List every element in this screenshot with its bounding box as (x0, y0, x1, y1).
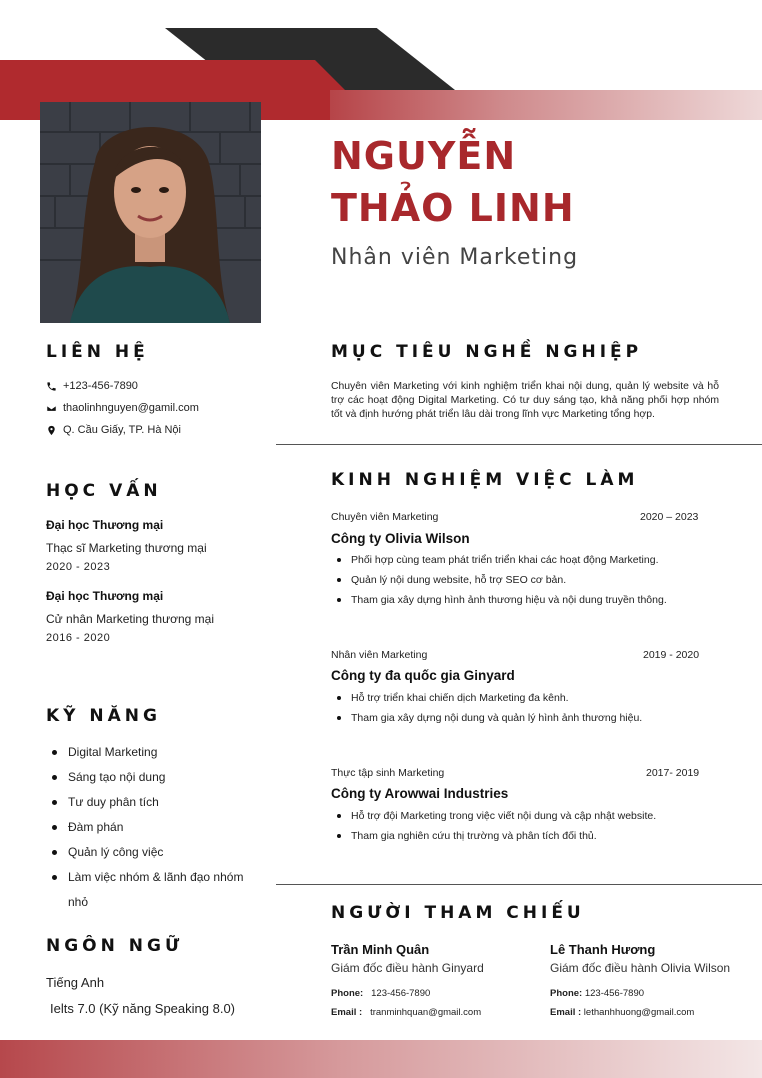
list-item: Đàm phán (46, 815, 246, 840)
experience-company-2: Công ty đa quốc gia Ginyard (331, 668, 515, 683)
portrait-illustration (40, 102, 261, 323)
experience-years-1: 2020 – 2023 (640, 511, 699, 523)
candidate-name (331, 130, 741, 234)
reference-email-label: Email : (550, 1007, 582, 1018)
education-years-2: 2016 - 2020 (46, 632, 111, 644)
location-pin-icon (46, 425, 57, 436)
address-text: Q. Cầu Giấy, TP. Hà Nội (63, 424, 181, 436)
list-item: Tham gia xây dựng nội dung và quản lý hình ảnh thương hiệu. (331, 708, 731, 728)
experience-bullets-3 (331, 806, 731, 846)
skills-list (46, 740, 246, 915)
reference-email-2 (550, 1007, 694, 1018)
experience-company-1: Công ty Olivia Wilson (331, 531, 470, 546)
phone-icon (46, 381, 57, 392)
reference-phone-label: Phone: (550, 988, 583, 999)
experience-company-3: Công ty Arowwai Industries (331, 786, 509, 801)
education-school-2: Đại học Thương mại (46, 589, 164, 603)
objective-section-title: MỤC TIÊU NGHỀ NGHIỆP (331, 342, 643, 362)
reference-email-label: Email : (331, 1007, 363, 1018)
experience-years-2: 2019 - 2020 (643, 649, 700, 661)
reference-name-1: Trần Minh Quân (331, 942, 430, 957)
list-item: Phối hợp cùng team phát triển triển khai các hoạt động Marketing. (331, 550, 731, 570)
divider (276, 884, 762, 885)
reference-name-2: Lê Thanh Hương (550, 942, 656, 957)
education-degree-2: Cử nhân Marketing thương mại (46, 612, 215, 626)
reference-phone-label: Phone: (331, 988, 364, 999)
list-item: Quản lý công việc (46, 840, 246, 865)
list-item: Digital Marketing (46, 740, 246, 765)
education-degree-1: Thạc sĩ Marketing thương mại (46, 541, 207, 555)
language-score: Ielts 7.0 (Kỹ năng Speaking 8.0) (50, 1001, 236, 1016)
reference-phone-value: 123-456-7890 (584, 988, 645, 999)
job-title: Nhân viên Marketing (331, 245, 579, 270)
phone-text: +123-456-7890 (63, 380, 138, 392)
footer-gradient-bar (0, 1040, 762, 1078)
list-item: Tham gia nghiên cứu thị trường và phân tích đối thủ. (331, 826, 731, 846)
education-section-title: HỌC VẤN (46, 481, 162, 501)
experience-role-3: Thực tập sinh Marketing (331, 767, 445, 779)
name-line-1: NGUYỄN (331, 134, 517, 178)
contact-phone (46, 380, 138, 392)
objective-text: Chuyên viên Marketing với kinh nghiệm triển khai nội dung, quản lý website và hỗ trợ các hoạt động Digital Marketing. Có tư duy sáng tạo, khả năng phối hợp nhóm tốt và định hướng phát triển lâu dài trong lĩnh vực Marketing tổng hợp. (331, 381, 719, 420)
reference-email-value: lethanhhuong@gmail.com (583, 1007, 695, 1018)
experience-bullets-1 (331, 550, 731, 610)
skills-section-title: KỸ NĂNG (46, 706, 161, 726)
reference-phone-1 (331, 988, 430, 999)
reference-position-2: Giám đốc điều hành Olivia Wilson (550, 961, 731, 975)
language-name: Tiếng Anh (46, 975, 105, 990)
list-item: Quản lý nội dung website, hỗ trợ SEO cơ bản. (331, 570, 731, 590)
references-section-title: NGƯỜI THAM CHIẾU (331, 903, 585, 923)
list-item: Làm việc nhóm & lãnh đạo nhóm nhỏ (46, 865, 246, 915)
experience-section-title: KINH NGHIỆM VIỆC LÀM (331, 470, 639, 490)
list-item: Hỗ trợ đội Marketing trong việc viết nội dung và cập nhật website. (331, 806, 731, 826)
list-item: Hỗ trợ triển khai chiến dịch Marketing đa kênh. (331, 688, 731, 708)
languages-section-title: NGÔN NGỮ (46, 936, 184, 956)
profile-photo (40, 102, 261, 323)
contact-section-title: LIÊN HỆ (46, 342, 149, 362)
reference-phone-value: 123-456-7890 (371, 988, 431, 999)
mail-icon (46, 403, 57, 414)
reference-email-1 (331, 1007, 481, 1018)
list-item: Sáng tạo nội dung (46, 765, 246, 790)
email-text: thaolinhnguyen@gamil.com (63, 402, 199, 414)
name-line-2: THẢO LINH (331, 186, 575, 230)
header-gradient-bar (330, 90, 762, 120)
experience-bullets-2 (331, 688, 731, 728)
divider (276, 444, 762, 445)
reference-phone-2 (550, 988, 644, 999)
contact-address (46, 424, 181, 436)
reference-email-value: tranminhquan@gmail.com (370, 1007, 482, 1018)
list-item: Tư duy phân tích (46, 790, 246, 815)
experience-role-1: Chuyên viên Marketing (331, 511, 439, 523)
experience-years-3: 2017- 2019 (646, 767, 700, 779)
contact-email (46, 402, 199, 414)
list-item: Tham gia xây dựng hình ảnh thương hiệu và nội dung truyền thông. (331, 590, 731, 610)
experience-role-2: Nhân viên Marketing (331, 649, 428, 661)
education-years-1: 2020 - 2023 (46, 561, 111, 573)
reference-position-1: Giám đốc điều hành Ginyard (331, 961, 484, 975)
education-school-1: Đại học Thương mại (46, 518, 164, 532)
